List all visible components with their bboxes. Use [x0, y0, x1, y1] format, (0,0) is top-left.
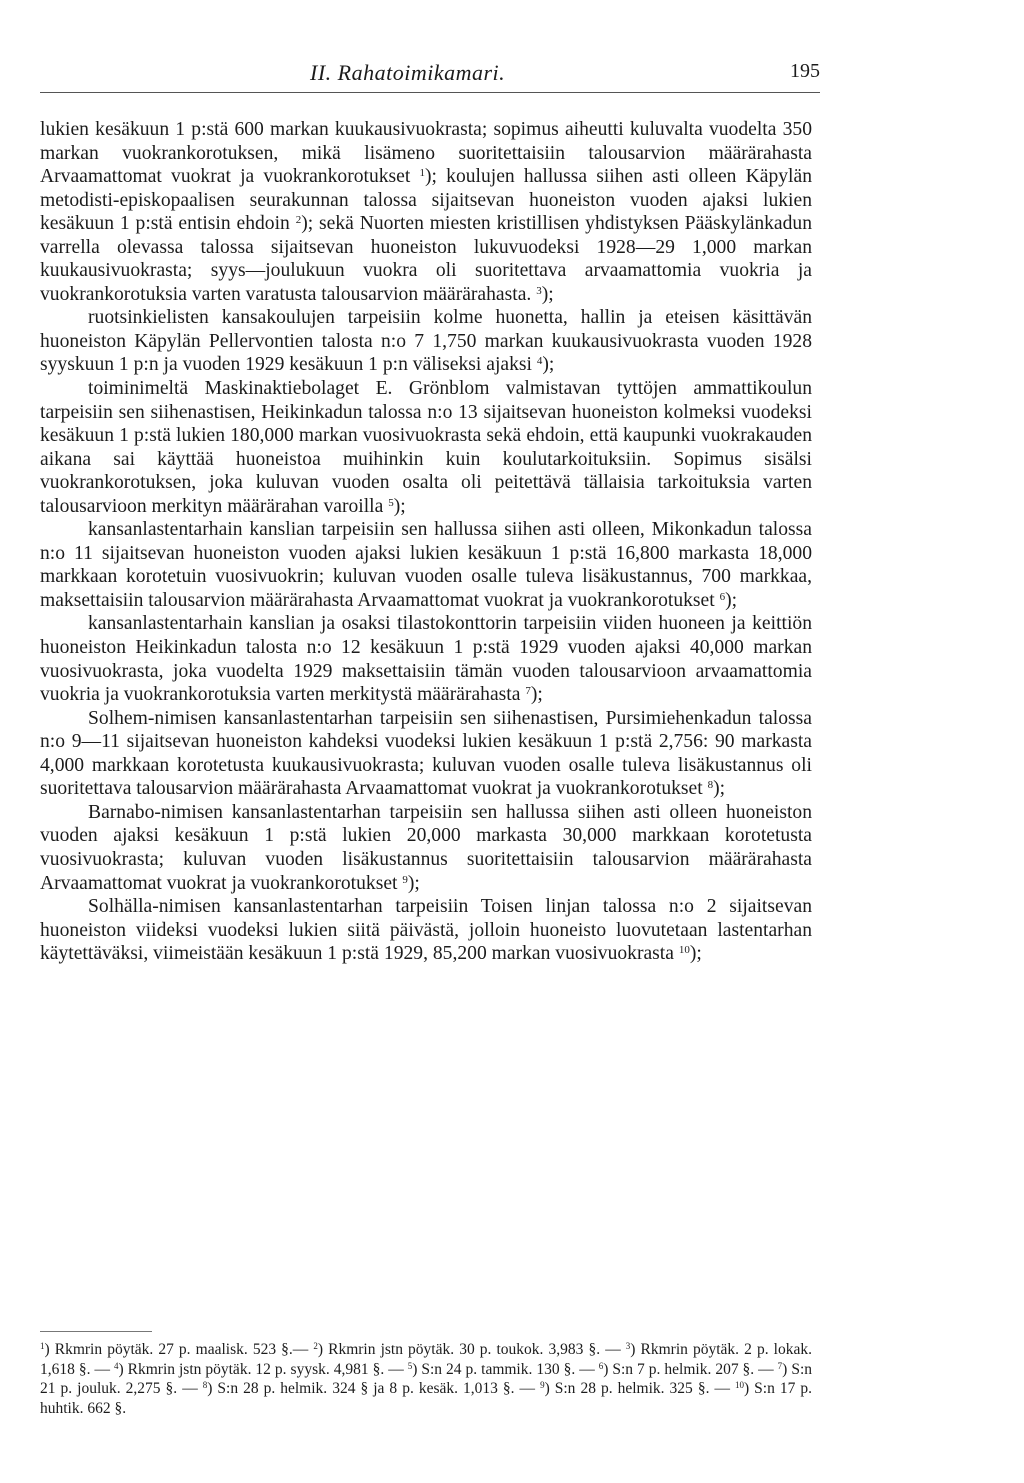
text-run: );: [542, 354, 555, 376]
footnote-marker: 6: [719, 590, 726, 603]
footnote-marker: 9: [540, 1380, 545, 1390]
text-run: ); sekä Nuorten miesten kristillisen yhdistyksen Pääskylänkadun varrella olevassa talossa sijaitsevan huoneiston lukuvuodeksi 1928—29 1,000 markan kuukausivuokrasta; syys—joulukuun vuokra oli suoritettava arvaamattomia vuokria ja vuokrankorotuksia varten varatusta talousarvion määrärahasta.: [40, 213, 812, 305]
text-run: ruotsinkielisten kansakoulujen tarpeisiin kolme huonetta, hallin ja eteisen käsittävän huoneiston Käpylän Pellervontien talosta n:o 7 1,750 markan kuukausivuokrasta vuoden 1928 syyskuun 1 p:n ja vuoden 1929 kesäkuun 1 p:n väliseksi ajaksi: [40, 307, 812, 376]
running-header: [40, 60, 820, 88]
footnote-marker: 3: [536, 284, 542, 297]
text-run: Solhälla-nimisen kansanlastentarhan tarpeisiin Toisen linjan talossa n:o 2 sijaitsevan huoneiston viideksi vuodeksi lukien siitä päivästä, jolloin huoneisto luovutetaan lastentarhan käytettäväksi, viimeistään kesäkuun 1 p:stä 1929, 85,200 markan vuosivuokrasta: [40, 896, 812, 965]
text-run: ); koulujen hallussa siihen asti olleen Käpylän metodisti-episkopaalisen seurakunnan talossa sijaitsevan huoneiston vuoden ajaksi lukien kesäkuun 1 p:stä entisin ehdoin: [40, 166, 812, 235]
paragraph: [40, 801, 812, 895]
body-text: [40, 118, 812, 966]
paragraph: [40, 707, 812, 801]
footnote-marker: 10: [678, 944, 690, 957]
text-run: ) Rkmrin pöytäk. 27 p. maalisk. 523 §.—: [44, 1341, 314, 1358]
text-run: ) S:n 17 p. huhtik. 662 §.: [40, 1380, 812, 1417]
footnote-marker: 2: [313, 1341, 318, 1351]
text-run: lukien kesäkuun 1 p:stä 600 markan kuukausivuokrasta; sopimus aiheutti kuluvalta vuodelta 350 markan vuokrankorotuksen, mikä lisämeno suoritettaisiin talousarvion määrärahasta Arvaamattomat vuokrat ja vuokrankorotukset: [40, 119, 812, 188]
text-run: kansanlastentarhain kanslian tarpeisiin sen hallussa siihen asti olleen, Mikonkadun talossa n:o 11 sijaitsevan huoneiston vuoden ajaksi lukien kesäkuun 1 p:stä 16,800 markasta 18,000 markkaan korotetuin vuosivuokrin; kuluvan vuoden osalle tuleva lisäkustannus, 700 markkaa, maksettaisiin talousarvion määrärahasta Arvaamattomat vuokrat ja vuokrankorotukset: [40, 519, 812, 611]
running-title: II. Rahatoimikamari.: [310, 60, 506, 85]
text-run: );: [725, 589, 738, 611]
footnote-marker: 5: [388, 496, 394, 509]
footnote-marker: 9: [402, 873, 408, 886]
footnote-marker: 5: [407, 1360, 413, 1371]
page-number: 195: [790, 60, 820, 82]
paragraph: [40, 612, 812, 706]
text-run: ) Rkmrin jstn pöytäk. 12 p. syysk. 4,981 §. —: [118, 1360, 408, 1378]
footnotes: [40, 1340, 812, 1418]
footnote-marker: 6: [598, 1360, 604, 1371]
text-run: );: [530, 684, 543, 706]
footnote-marker: 10: [734, 1380, 744, 1390]
footnote-marker: 8: [202, 1380, 208, 1390]
text-run: );: [407, 872, 420, 894]
text-run: toiminimeltä Maskinaktiebolaget E. Grönblom valmistavan tyttöjen ammattikoulun tarpeisiin sen siihenastisen, Heikinkadun talossa n:o 13 sijaitsevan huoneiston kolmeksi vuodeksi kesäkuun 1 p:stä lukien 180,000 markan vuosivuokrasta sekä ehdoin, että kaupunki vuokrakauden aikana sai käyttää huoneistoa muihinkin kuin koulutarkoituksiin. Sopimus sisälsi vuokrankorotuksen, joka kuluvan vuoden osalta oli peitettävä tällaisia tarkoituksia varten talousarvioon merkityn määrärahan varoilla: [40, 378, 812, 517]
text-run: );: [393, 495, 406, 517]
paragraph: [40, 518, 812, 612]
text-run: ) S:n 24 p. tammik. 130 §. —: [412, 1360, 599, 1378]
text-run: );: [713, 778, 726, 800]
text-run: );: [689, 943, 702, 965]
text-run: ) S:n 21 p. jouluk. 2,275 §. —: [40, 1360, 813, 1397]
text-run: );: [541, 283, 554, 305]
footnote-marker: 7: [777, 1360, 783, 1371]
text-run: Solhem-nimisen kansanlastentarhan tarpeisiin sen siihenastisen, Pursimiehenkadun talossa n:o 9—11 sijaitsevan huoneiston kahdeksi vuodeksi lukien kesäkuun 1 p:stä 2,756: 90 markasta 4,000 markkaan korotetusta kuukausivuokrasta; kuluvan vuoden osalle tuleva lisäkustannus oli suoritettava talousarvion määrärahasta Arvaamattomat vuokrat ja vuokrankorotukset: [40, 707, 812, 800]
header-rule: [40, 92, 820, 93]
footnote-marker: 3: [625, 1341, 631, 1351]
footnote-marker: 4: [113, 1360, 119, 1371]
text-run: kansanlastentarhain kanslian ja osaksi tilastokonttorin tarpeisiin viiden huoneen ja keittiön huoneiston Heikinkadun talosta n:o 12 kesäkuun 1 p:stä 1929 vuoden ajaksi 40,000 markan vuosivuokrasta, joka vuodelta 1929 maksettaisiin tämän vuoden talousarvioon arvaamattomia vuokria ja vuokrankorotuksia varten merkitystä määrärahasta: [40, 613, 812, 706]
footnote-marker: 4: [536, 355, 543, 368]
footnote-rule: [40, 1331, 152, 1332]
text-run: ) Rkmrin jstn pöytäk. 30 p. toukok. 3,983 §. —: [317, 1341, 626, 1358]
text-run: ) S:n 7 p. helmik. 207 §. —: [603, 1360, 778, 1378]
footnote-marker: 7: [525, 685, 531, 698]
footnote-marker: 1: [419, 167, 425, 180]
footnote-marker: 2: [295, 214, 302, 227]
footnote-marker: 8: [707, 779, 714, 792]
text-run: Barnabo-nimisen kansanlastentarhan tarpeisiin sen hallussa siihen asti olleen huoneiston vuoden ajaksi kesäkuun 1 p:stä lukien 20,000 markasta 30,000 markkaan korotetusta vuosivuokrasta; kuluvan vuoden lisäkustannus suoritettaisiin talousarvion määrärahasta Arvaamattomat vuokrat ja vuokrankorotukset: [40, 801, 812, 894]
text-run: ) S:n 28 p. helmik. 325 §. —: [544, 1380, 735, 1397]
paragraph: [40, 377, 812, 518]
text-run: ) Rkmrin pöytäk. 2 p. lokak. 1,618 §. —: [40, 1341, 812, 1378]
paragraph: [40, 118, 812, 306]
text-run: ) S:n 28 p. helmik. 324 § ja 8 p. kesäk. 1,013 §. —: [207, 1380, 541, 1397]
footnote-marker: 1: [40, 1341, 45, 1351]
paragraph: [40, 895, 812, 966]
paragraph: [40, 306, 812, 377]
